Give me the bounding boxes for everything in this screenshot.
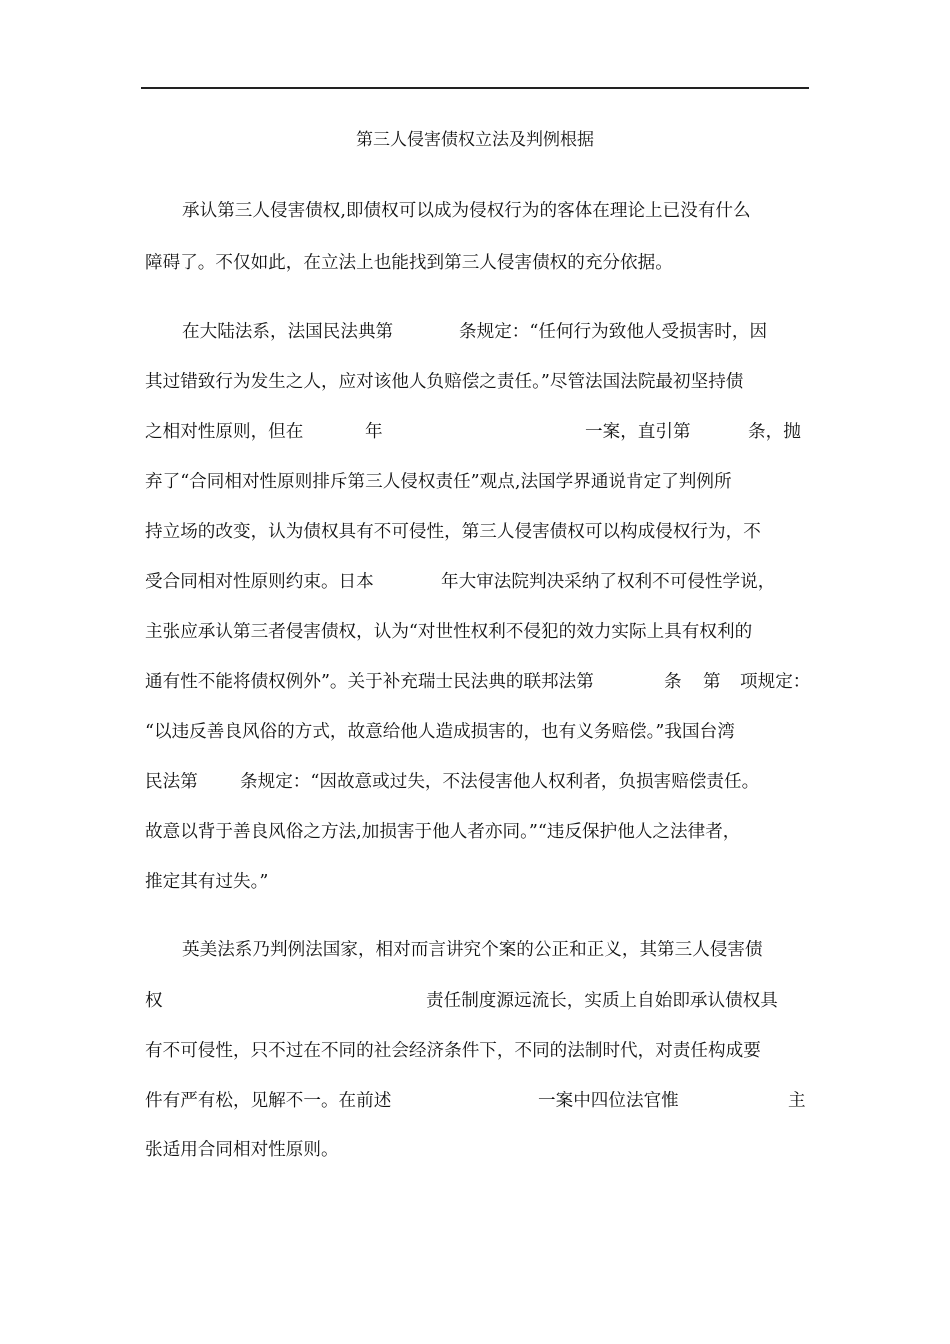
text-line	[145, 769, 807, 795]
text-segment: 条	[664, 672, 682, 692]
text-segment: 推定其有过失。”	[145, 872, 269, 892]
text-segment: 条规定：“因故意或过失，不法侵害他人权利者，负损害赔偿责任。	[240, 772, 760, 792]
text-line	[145, 469, 807, 495]
text-segment: 民法第	[145, 772, 198, 792]
text-segment: 主张应承认第三者侵害债权，认为“对世性权利不侵犯的效力实际上具有权利的	[145, 622, 753, 642]
text-line	[145, 988, 807, 1014]
text-segment: 英美法系乃判例法国家，相对而言讲究个案的公正和正义，其第三人侵害债	[182, 940, 763, 960]
text-segment: 主	[788, 1091, 806, 1111]
text-segment: 年	[365, 422, 383, 442]
text-line	[145, 619, 807, 645]
text-line	[145, 869, 807, 895]
text-segment: 一案中四位法官惟	[538, 1091, 679, 1111]
text-line	[145, 319, 807, 345]
text-segment: “以违反善良风俗的方式，故意给他人造成损害的，也有义务赔偿。”我国台湾	[145, 722, 735, 742]
text-segment: 件有严有松，见解不一。在前述	[145, 1091, 392, 1111]
text-segment: 承认第三人侵害债权,即债权可以成为侵权行为的客体在理论上已没有什么	[182, 201, 751, 221]
text-segment: 条，抛	[748, 422, 801, 442]
text-segment: 在大陆法系，法国民法典第	[182, 322, 394, 342]
text-line	[145, 250, 807, 276]
text-segment: 弃了“合同相对性原则排斥第三人侵权责任”观点,法国学界通说肯定了判例所	[145, 472, 732, 492]
text-segment: 故意以背于善良风俗之方法,加损害于他人者亦同。”“违反保护他人之法律者，	[145, 822, 741, 842]
text-segment: 责任制度源远流长，实质上自始即承认债权具	[426, 991, 778, 1011]
text-segment: 第	[703, 672, 721, 692]
header-rule	[141, 87, 809, 89]
text-line	[145, 819, 807, 845]
text-line	[145, 519, 807, 545]
text-segment: 其过错致行为发生之人，应对该他人负赔偿之责任。”尽管法国法院最初坚持债	[145, 372, 744, 392]
text-line	[145, 1137, 807, 1163]
text-segment: 持立场的改变，认为债权具有不可侵性，第三人侵害债权可以构成侵权行为，不	[145, 522, 761, 542]
text-segment: 障碍了。不仅如此，在立法上也能找到第三人侵害债权的充分依据。	[145, 253, 673, 273]
text-line	[145, 669, 811, 695]
text-segment: 张适用合同相对性原则。	[145, 1140, 339, 1160]
text-line	[145, 1088, 807, 1114]
text-segment: 权	[145, 991, 163, 1011]
text-line	[145, 569, 807, 595]
text-line	[145, 419, 807, 445]
text-segment: 一案，直引第	[585, 422, 691, 442]
text-segment: 有不可侵性，只不过在不同的社会经济条件下，不同的法制时代，对责任构成要	[145, 1041, 761, 1061]
text-line	[145, 719, 807, 745]
text-line	[145, 198, 807, 224]
text-segment: 项规定：	[740, 672, 811, 692]
text-line	[145, 1038, 807, 1064]
document-title: 第三人侵害债权立法及判例根据	[356, 130, 594, 150]
text-segment: 之相对性原则，但在	[145, 422, 304, 442]
text-segment: 条规定：“任何行为致他人受损害时，因	[459, 322, 768, 342]
text-line	[145, 369, 807, 395]
text-segment: 通有性不能将债权例外”。关于补充瑞士民法典的联邦法第	[145, 672, 594, 692]
text-line	[145, 937, 807, 963]
text-segment: 受合同相对性原则约束。日本	[145, 572, 374, 592]
text-segment: 年大审法院判决采纳了权利不可侵性学说，	[441, 572, 776, 592]
